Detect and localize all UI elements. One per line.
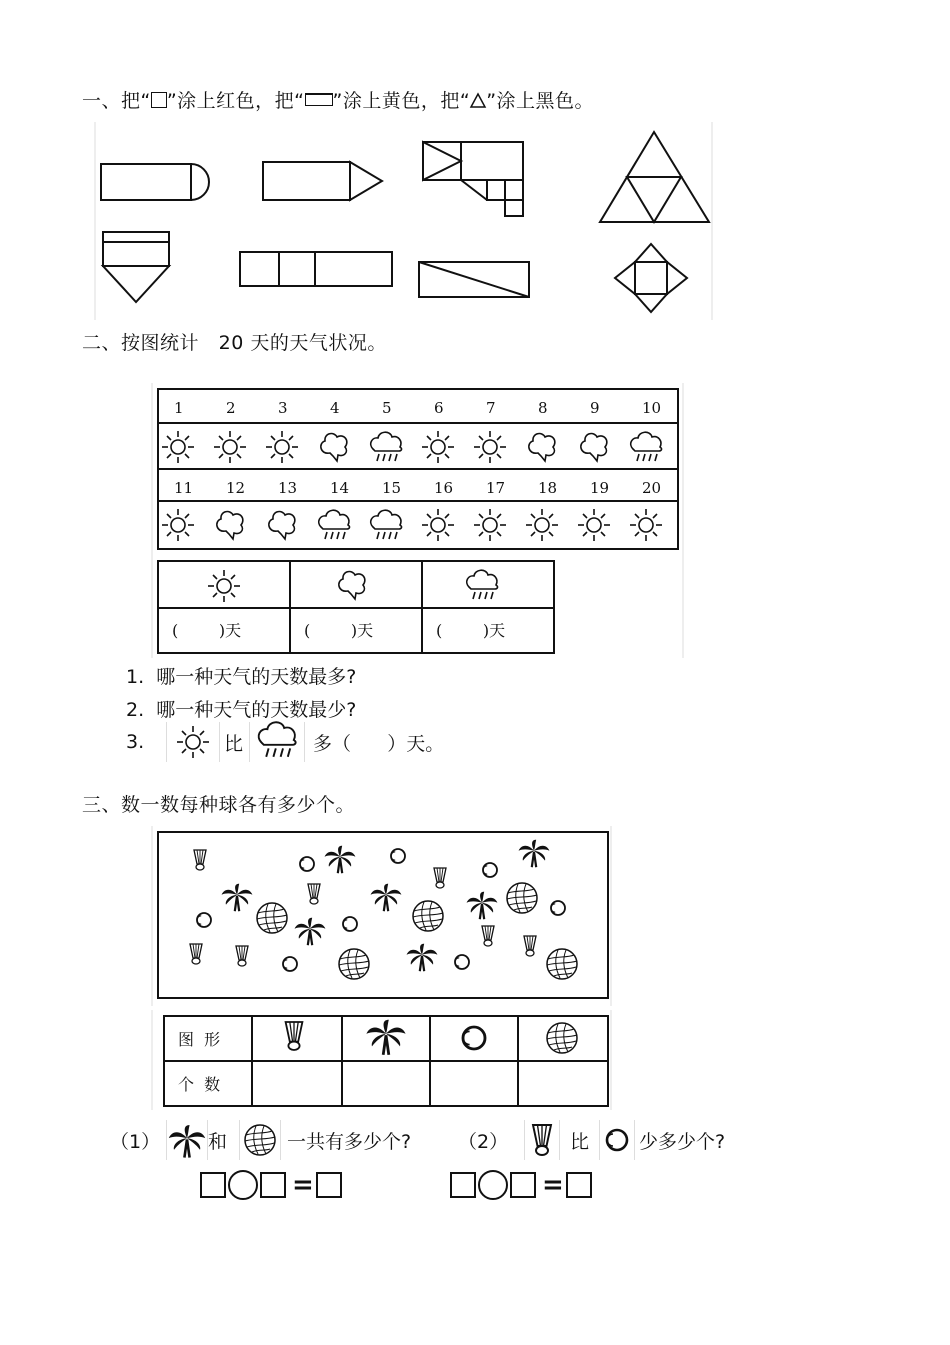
- rectangle-symbol-icon: [305, 93, 333, 106]
- cloud-icon: [321, 434, 347, 461]
- tally-rain-icon: [467, 570, 498, 599]
- day-number: 14: [330, 479, 350, 497]
- question-1-number: 1.: [126, 666, 145, 688]
- palm-tree-icon: [166, 1120, 208, 1160]
- sun-icon: [578, 509, 610, 541]
- volleyball-icon: [547, 949, 577, 979]
- balls-picture: [152, 826, 612, 1006]
- palm-icon: [371, 884, 402, 912]
- tally-blank-rain: ( )天: [436, 621, 506, 640]
- result-box[interactable]: [316, 1172, 342, 1198]
- section3-title: 三、数一数每种球各有多少个。: [82, 794, 356, 816]
- day-number: 17: [486, 479, 506, 497]
- q1-label: （1）: [110, 1130, 161, 1153]
- ball-icon: [599, 1120, 635, 1160]
- question-s3-1: [110, 1120, 411, 1160]
- tally-blank-cloud: ( )天: [304, 621, 374, 640]
- shuttlecock-icon: [524, 936, 536, 956]
- palm-icon: [407, 944, 438, 972]
- day-number: 18: [538, 479, 558, 497]
- cloud-icon: [529, 434, 555, 461]
- day-number: 15: [382, 479, 402, 497]
- ball-icon: [300, 857, 314, 871]
- answer-equation-2: [450, 1170, 592, 1200]
- volleyball-icon: [239, 1120, 281, 1160]
- sun-icon: [214, 431, 246, 463]
- volleyball-icon: [339, 949, 369, 979]
- ball-icon: [197, 913, 211, 927]
- rain-icon: [371, 510, 402, 539]
- weather-table: [152, 383, 684, 658]
- section2-title: 二、按图统计 20 天的天气状况。: [82, 332, 387, 354]
- cloud-icon: [581, 434, 607, 461]
- rain-icon: [249, 722, 305, 762]
- question-2-number: 2.: [126, 699, 145, 721]
- q1-he: 和: [208, 1130, 228, 1153]
- square-symbol-icon: [151, 92, 167, 108]
- day-number: 19: [590, 479, 610, 497]
- question-2-text: 哪一种天气的天数最少?: [156, 699, 357, 721]
- sun-icon: [630, 509, 662, 541]
- shape-split-rect: [419, 262, 529, 297]
- answer-box[interactable]: [450, 1172, 476, 1198]
- triangle-symbol-icon: [470, 91, 486, 113]
- day-number: 12: [226, 479, 246, 497]
- q2-bi: 比: [570, 1130, 590, 1153]
- day-number: 11: [174, 479, 194, 497]
- sun-icon: [166, 722, 220, 762]
- day-number: 10: [642, 399, 662, 417]
- volleyball-icon: [413, 901, 443, 931]
- operator-circle[interactable]: [228, 1170, 258, 1200]
- cloud-icon: [269, 512, 295, 539]
- shape-star-square: [615, 244, 687, 312]
- tally-table: [158, 561, 554, 653]
- palm-icon: [467, 892, 498, 920]
- palm-icon: [325, 846, 356, 874]
- q2-label: （2）: [458, 1130, 509, 1153]
- table-palm-icon: [366, 1020, 405, 1055]
- equals-sign: =: [542, 1170, 564, 1200]
- answer-equation-1: [200, 1170, 342, 1200]
- question-3-rest: 多（ ）天。: [313, 732, 445, 755]
- table-shuttlecock-icon: [286, 1022, 303, 1050]
- table-volleyball-icon: [547, 1023, 577, 1053]
- day-number: 6: [434, 399, 444, 417]
- question-3: [126, 722, 444, 762]
- day-number: 16: [434, 479, 454, 497]
- volleyball-icon: [507, 883, 537, 913]
- rain-icon: [319, 510, 350, 539]
- ball-icon: [455, 955, 469, 969]
- instruction-mid1: ”涂上红色，把“: [166, 90, 305, 112]
- shape-pencil: [263, 162, 382, 200]
- volleyball-icon: [257, 903, 287, 933]
- sun-icon: [266, 431, 298, 463]
- shuttlecock-icon: [434, 868, 446, 888]
- shapes-figure: [95, 122, 713, 320]
- palm-icon: [295, 918, 326, 946]
- shuttlecock-icon: [524, 1120, 560, 1160]
- question-3-bi: 比: [224, 732, 244, 755]
- operator-circle[interactable]: [478, 1170, 508, 1200]
- answer-box[interactable]: [200, 1172, 226, 1198]
- rain-icon: [631, 432, 662, 461]
- ball-icon: [551, 901, 565, 915]
- q2-text: 少多少个?: [639, 1130, 726, 1153]
- question-2: [126, 695, 356, 722]
- instruction-mid3: ”涂上黑色。: [486, 90, 595, 112]
- day-number: 7: [486, 399, 496, 417]
- ball-icon: [283, 957, 297, 971]
- cloud-icon: [217, 512, 243, 539]
- sun-icon: [474, 431, 506, 463]
- shape-three-rects: [240, 252, 392, 286]
- sun-icon: [422, 431, 454, 463]
- day-number: 13: [278, 479, 298, 497]
- sun-icon: [162, 509, 194, 541]
- sun-icon: [162, 431, 194, 463]
- question-3-number: 3.: [126, 731, 145, 753]
- day-number: 4: [330, 399, 340, 417]
- day-number: 1: [174, 399, 184, 417]
- day-number: 8: [538, 399, 548, 417]
- instruction-mid2: ”涂上黄色，把“: [332, 90, 471, 112]
- palm-icon: [222, 884, 253, 912]
- table-label-count: 个 数: [178, 1075, 221, 1094]
- rain-icon: [371, 432, 402, 461]
- result-box[interactable]: [566, 1172, 592, 1198]
- question-s3-2: [458, 1120, 725, 1160]
- day-number: 2: [226, 399, 236, 417]
- shape-rect-semicircle: [101, 164, 209, 200]
- question-1: [126, 662, 356, 689]
- shuttlecock-icon: [308, 884, 320, 904]
- sun-icon: [422, 509, 454, 541]
- question-1-text: 哪一种天气的天数最多?: [156, 666, 357, 688]
- table-label-shape: 图 形: [178, 1030, 221, 1049]
- tally-sun-icon: [208, 570, 240, 602]
- day-number: 20: [642, 479, 662, 497]
- count-table: [152, 1010, 612, 1110]
- shape-house-down: [103, 232, 169, 302]
- shuttlecock-icon: [194, 850, 206, 870]
- tally-cloud-icon: [339, 572, 365, 599]
- day-number: 5: [382, 399, 392, 417]
- q1-text: 一共有多少个?: [287, 1130, 412, 1153]
- ball-icon: [483, 863, 497, 877]
- day-number: 3: [278, 399, 288, 417]
- tally-blank-sun: ( )天: [172, 621, 242, 640]
- sun-icon: [474, 509, 506, 541]
- equals-sign: =: [292, 1170, 314, 1200]
- ball-icon: [391, 849, 405, 863]
- shuttlecock-icon: [236, 946, 248, 966]
- shape-triangle-rects: [423, 142, 523, 216]
- shuttlecock-icon: [190, 944, 202, 964]
- day-number: 9: [590, 399, 600, 417]
- shuttlecock-icon: [482, 926, 494, 946]
- section1-instruction: [82, 86, 594, 113]
- ball-icon: [343, 917, 357, 931]
- answer-box[interactable]: [260, 1172, 286, 1198]
- shape-big-triangle: [600, 132, 709, 222]
- answer-box[interactable]: [510, 1172, 536, 1198]
- table-ball-icon: [463, 1027, 485, 1049]
- instruction-prefix: 一、把“: [82, 90, 151, 112]
- palm-icon: [519, 840, 550, 868]
- sun-icon: [526, 509, 558, 541]
